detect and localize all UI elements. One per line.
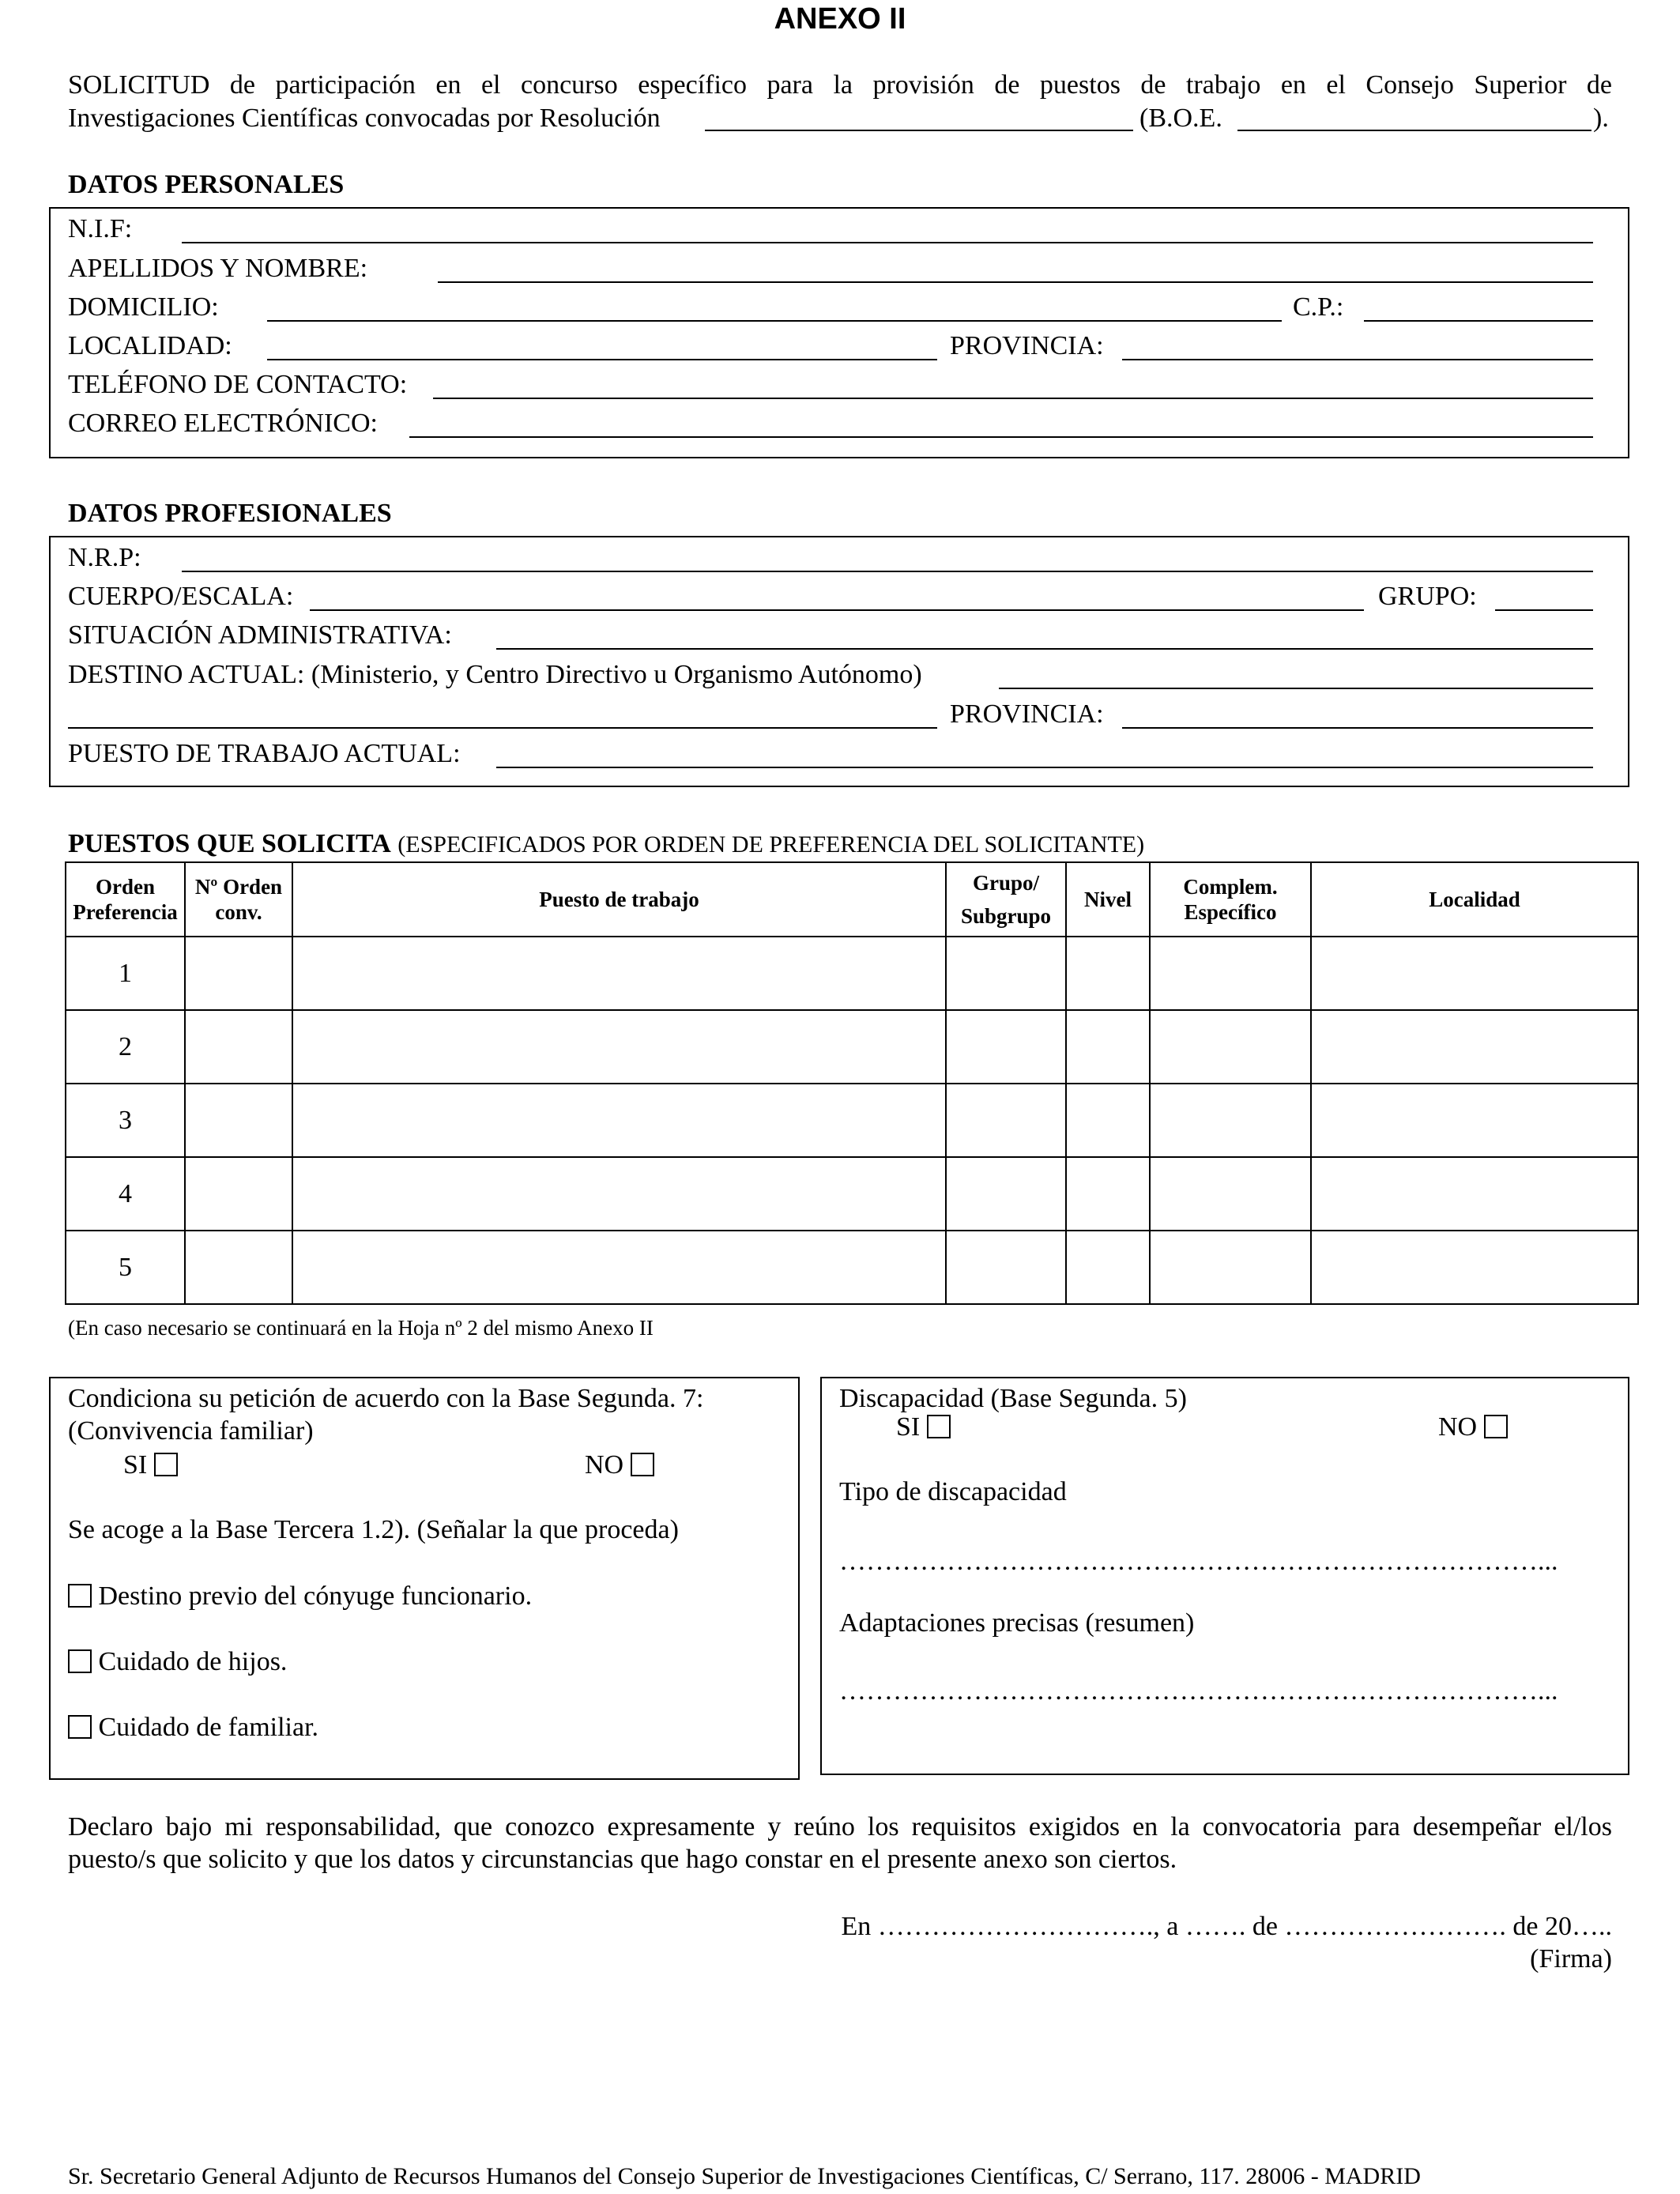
domicilio-field[interactable] (267, 320, 1282, 322)
option-familiar-checkbox[interactable] (68, 1715, 92, 1739)
footer-address: Sr. Secretario General Adjunto de Recursos Humanos del Consejo Superior de Investigaciones Científicas, C/ Serrano, 117. 28006 - MADRID (68, 2163, 1421, 2189)
table-cell[interactable] (1311, 1157, 1638, 1231)
conditions-no-label: NO (585, 1450, 624, 1480)
situacion-label: SITUACIÓN ADMINISTRATIVA: (68, 620, 452, 650)
disability-adapt-label: Adaptaciones precisas (resumen) (839, 1608, 1195, 1638)
conditions-si (123, 1449, 178, 1481)
situacion-field[interactable] (496, 648, 1593, 650)
personal-heading: DATOS PERSONALES (68, 170, 345, 199)
provincia-label: PROVINCIA: (950, 331, 1104, 360)
table-cell[interactable] (292, 1084, 946, 1157)
nrp-label: N.R.P: (68, 543, 141, 572)
telefono-field[interactable] (433, 398, 1593, 399)
conditions-acoge: Se acoge a la Base Tercera 1.2). (Señalar la que proceda) (68, 1515, 679, 1544)
col-grupo-subgrupo: Grupo/ Subgrupo (946, 862, 1066, 937)
conditions-line-2: (Convivencia familiar) (68, 1416, 314, 1446)
option-familiar-label: Cuidado de familiar. (98, 1713, 319, 1742)
table-cell[interactable] (1066, 1231, 1150, 1304)
table-cell[interactable] (1066, 1157, 1150, 1231)
table-row (66, 1084, 1638, 1157)
destino-provincia-label: PROVINCIA: (950, 699, 1104, 729)
option-conyuge-label: Destino previo del cónyuge funcionario. (98, 1581, 533, 1611)
option-hijos-checkbox[interactable] (68, 1649, 92, 1673)
conditions-si-checkbox[interactable] (154, 1453, 178, 1476)
table-cell[interactable] (946, 1231, 1066, 1304)
option-familiar (68, 1712, 318, 1744)
col-nivel: Nivel (1066, 862, 1150, 937)
apellidos-field[interactable] (438, 281, 1593, 283)
conditions-line-1: Condiciona su petición de acuerdo con la Base Segunda. 7: (68, 1384, 704, 1413)
firma-label: (Firma) (1530, 1944, 1612, 1973)
disability-tipo-field[interactable]: ……………………………………………………………………... (839, 1547, 1558, 1576)
table-cell[interactable] (292, 937, 946, 1010)
declaration-line-1: Declaro bajo mi responsabilidad, que conozco expresamente y reúno los requisitos exigidos en la convocatoria para desempeñar el/los (68, 1812, 1612, 1842)
grupo-field[interactable] (1495, 609, 1593, 611)
nif-label: N.I.F: (68, 214, 133, 243)
provincia-field[interactable] (1122, 359, 1593, 360)
table-cell[interactable] (1150, 1010, 1311, 1084)
table-cell[interactable] (185, 1010, 292, 1084)
disability-title: Discapacidad (Base Segunda. 5) (839, 1384, 1187, 1413)
table-cell[interactable] (292, 1010, 946, 1084)
table-header-row (66, 862, 1638, 937)
page-title: ANEXO II (774, 2, 906, 36)
table-cell[interactable] (946, 937, 1066, 1010)
row-number: 5 (66, 1231, 185, 1304)
option-conyuge-checkbox[interactable] (68, 1584, 92, 1608)
table-cell[interactable] (1150, 1231, 1311, 1304)
cuerpo-field[interactable] (310, 609, 1364, 611)
intro-line-1: SOLICITUD de participación en el concurso específico para la provisión de puestos de trabajo en el Consejo Superior de (68, 70, 1612, 100)
cuerpo-label: CUERPO/ESCALA: (68, 582, 294, 611)
intro-boe-label: (B.O.E. (1139, 104, 1222, 133)
puesto-label: PUESTO DE TRABAJO ACTUAL: (68, 739, 461, 768)
place-date[interactable]: En …………………………., a ……. de ……………………. de 20….. (841, 1912, 1612, 1941)
table-cell[interactable] (185, 1157, 292, 1231)
intro-resolucion-label: Investigaciones Científicas convocadas por Resolución (68, 104, 661, 133)
table-row (66, 1231, 1638, 1304)
table-cell[interactable] (1311, 1084, 1638, 1157)
disability-no-label: NO (1438, 1412, 1478, 1442)
table-cell[interactable] (946, 1010, 1066, 1084)
apellidos-label: APELLIDOS Y NOMBRE: (68, 254, 368, 283)
professional-heading: DATOS PROFESIONALES (68, 499, 392, 528)
col-orden-preferencia: Orden Preferencia (66, 862, 185, 937)
table-cell[interactable] (185, 1231, 292, 1304)
table-cell[interactable] (1311, 1010, 1638, 1084)
table-cell[interactable] (1150, 1084, 1311, 1157)
disability-no-checkbox[interactable] (1484, 1415, 1508, 1438)
table-row (66, 1157, 1638, 1231)
disability-si-label: SI (896, 1412, 921, 1442)
nif-field[interactable] (182, 242, 1593, 243)
conditions-no-checkbox[interactable] (631, 1453, 654, 1476)
destino-provincia-field[interactable] (1122, 727, 1593, 729)
destino-label: DESTINO ACTUAL: (Ministerio, y Centro Directivo u Organismo Autónomo) (68, 660, 922, 689)
intro-close: ). (1593, 104, 1609, 133)
table-cell[interactable] (185, 1084, 292, 1157)
declaration-line-2: puesto/s que solicito y que los datos y circunstancias que hago constar en el presente anexo son ciertos. (68, 1845, 1177, 1874)
row-number: 3 (66, 1084, 185, 1157)
table-cell[interactable] (1150, 937, 1311, 1010)
cp-label: C.P.: (1293, 292, 1344, 322)
table-cell[interactable] (292, 1157, 946, 1231)
disability-adapt-field[interactable]: ……………………………………………………………………... (839, 1676, 1558, 1706)
localidad-field[interactable] (267, 359, 937, 360)
col-complemento-especifico: Complem. Específico (1150, 862, 1311, 937)
resolucion-field[interactable] (705, 130, 1133, 131)
positions-heading-sub: (ESPECIFICADOS POR ORDEN DE PREFERENCIA DEL SOLICITANTE) (397, 831, 1145, 858)
correo-label: CORREO ELECTRÓNICO: (68, 409, 378, 438)
option-hijos (68, 1646, 287, 1678)
telefono-label: TELÉFONO DE CONTACTO: (68, 370, 408, 399)
col-numero-orden: Nº Orden conv. (185, 862, 292, 937)
table-cell[interactable] (185, 937, 292, 1010)
disability-tipo-label: Tipo de discapacidad (839, 1477, 1067, 1506)
conditions-no (585, 1449, 654, 1481)
disability-si-checkbox[interactable] (927, 1415, 951, 1438)
table-cell[interactable] (292, 1231, 946, 1304)
table-cell[interactable] (1150, 1157, 1311, 1231)
table-row (66, 1010, 1638, 1084)
table-cell[interactable] (1066, 1010, 1150, 1084)
destino-field[interactable] (999, 688, 1593, 689)
table-row (66, 937, 1638, 1010)
option-conyuge (68, 1581, 532, 1612)
correo-field[interactable] (409, 436, 1593, 438)
col-puesto-trabajo: Puesto de trabajo (292, 862, 946, 937)
row-number: 2 (66, 1010, 185, 1084)
positions-heading-line (68, 828, 1144, 861)
table-note: (En caso necesario se continuará en la Hoja nº 2 del mismo Anexo II (68, 1316, 654, 1340)
destino-field-continued[interactable] (68, 727, 937, 729)
positions-table (65, 861, 1639, 1305)
table-cell[interactable] (1066, 937, 1150, 1010)
row-number: 4 (66, 1157, 185, 1231)
table-cell[interactable] (946, 1084, 1066, 1157)
puesto-field[interactable] (496, 767, 1593, 768)
table-cell[interactable] (946, 1157, 1066, 1231)
domicilio-label: DOMICILIO: (68, 292, 219, 322)
col-localidad: Localidad (1311, 862, 1638, 937)
disability-si (896, 1412, 951, 1443)
conditions-si-label: SI (123, 1450, 148, 1480)
grupo-label: GRUPO: (1378, 582, 1477, 611)
row-number: 1 (66, 937, 185, 1010)
table-cell[interactable] (1311, 937, 1638, 1010)
cp-field[interactable] (1364, 320, 1593, 322)
table-cell[interactable] (1311, 1231, 1638, 1304)
table-cell[interactable] (1066, 1084, 1150, 1157)
nrp-field[interactable] (182, 571, 1593, 572)
disability-no (1438, 1412, 1508, 1443)
boe-field[interactable] (1237, 130, 1591, 131)
option-hijos-label: Cuidado de hijos. (98, 1647, 288, 1676)
positions-heading: PUESTOS QUE SOLICITA (68, 829, 391, 858)
localidad-label: LOCALIDAD: (68, 331, 232, 360)
